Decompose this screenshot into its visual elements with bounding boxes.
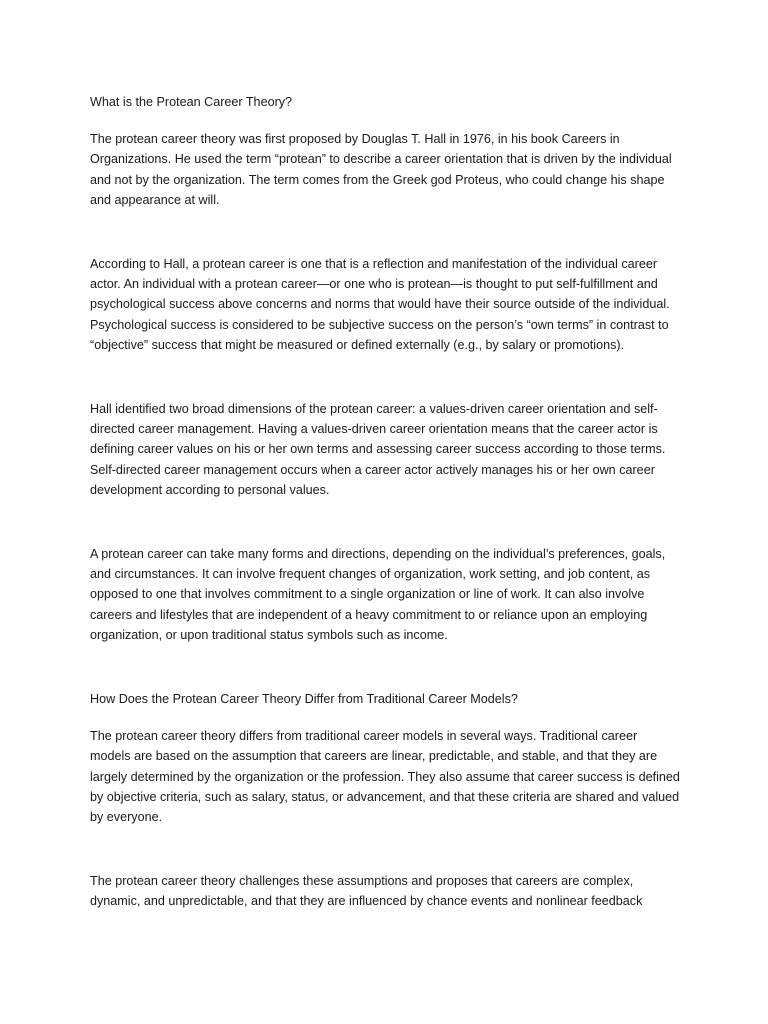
document-body xyxy=(90,92,680,912)
section-heading-differences: How Does the Protean Career Theory Differ from Traditional Career Models? xyxy=(90,692,518,707)
paragraph-forms: A protean career can take many forms and directions, depending on the individual’s preferences, goals, and circumstances. It can involve frequent changes of organization, work setting, and job content, as opposed to one that involves commitment to a single organization or line of work. It can also involve careers and lifestyles that are independent of a heavy commitment to or reliance upon an employing organization, or upon traditional status symbols such as income. xyxy=(90,547,666,642)
paragraph-traditional-models: The protean career theory differs from traditional career models in several ways. Traditional career models are based on the assumption that careers are linear, predictable, and stable, and that they are largely determined by the organization or the profession. They also assume that career success is defined by objective criteria, such as salary, status, or advancement, and that these criteria are shared and valued by everyone. xyxy=(90,729,680,825)
paragraph-dimensions: Hall identified two broad dimensions of the protean career: a values-driven career orientation and self-directed career management. Having a values-driven career orientation means that the career actor is defining career values on his or her own terms and assessing career success according to those terms. Self-directed career management occurs when a career actor actively manages his or her own career development according to personal values. xyxy=(90,402,666,497)
paragraph-hall-definition: According to Hall, a protean career is one that is a reflection and manifestation of the individual career actor. An individual with a protean career—or one who is protean—is thought to put self-fulfillment and psychological success above concerns and norms that would have their source outside of the individual. Psychological success is considered to be subjective success on the person’s “own terms” in contrast to “objective” success that might be measured or defined externally (e.g., by salary or promotions). xyxy=(90,257,670,352)
section-heading-protean-theory: What is the Protean Career Theory? xyxy=(90,95,293,109)
paragraph-origin: The protean career theory was first proposed by Douglas T. Hall in 1976, in his book Careers in Organizations. He used the term “protean” to describe a career orientation that is driven by the individual and not by the organization. The term comes from the Greek god Proteus, who could change his shape and appearance at will. xyxy=(90,132,672,207)
paragraph-challenges: The protean career theory challenges these assumptions and proposes that careers are complex, dynamic, and unpredictable, and that they are influenced by chance events and nonlinear feedback xyxy=(90,874,643,909)
